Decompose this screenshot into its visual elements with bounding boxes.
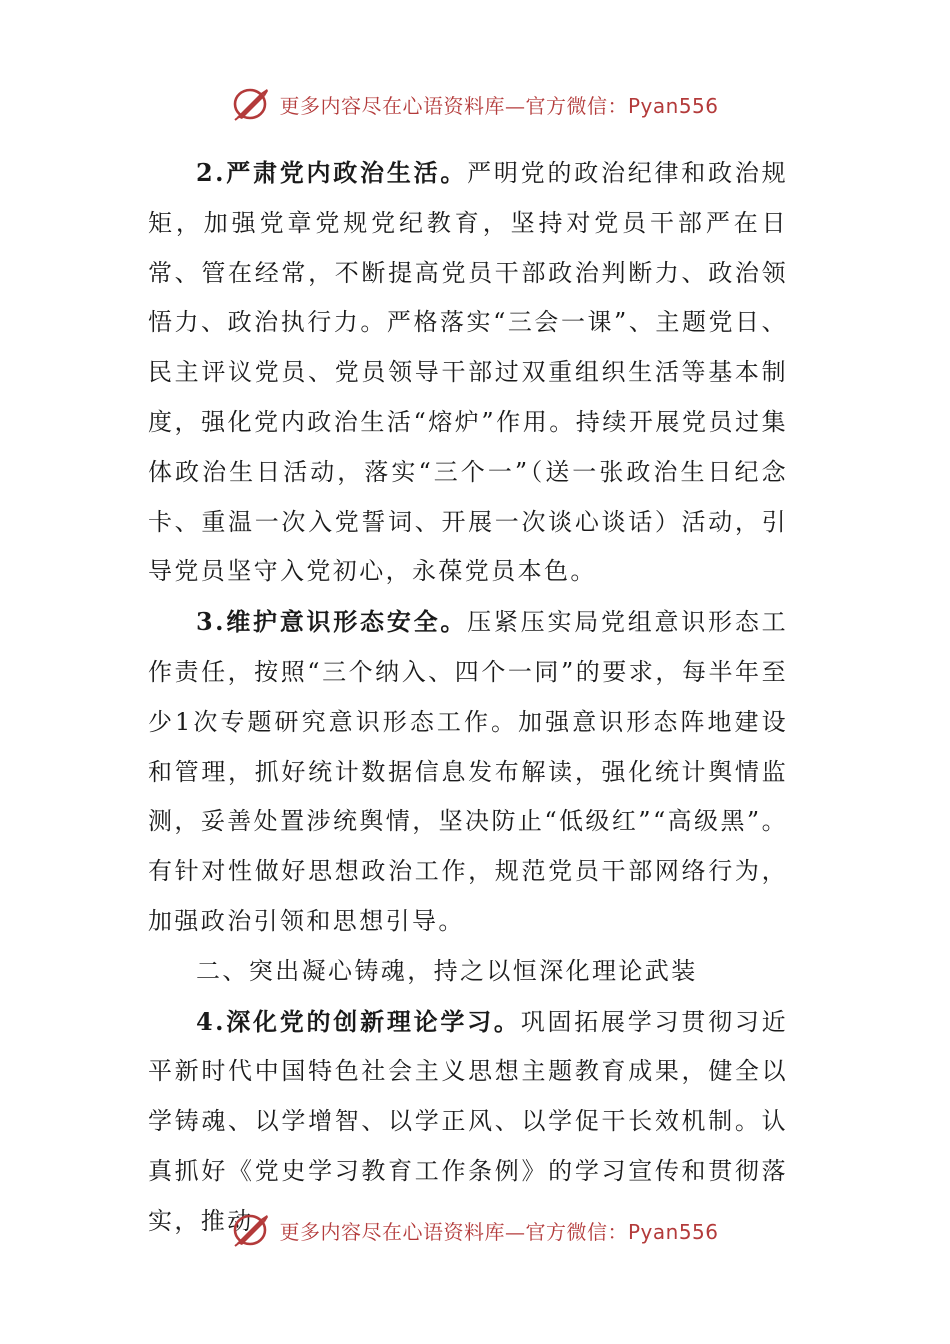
paragraph-lead: 2.严肃党内政治生活。 <box>196 158 468 187</box>
paragraph-body: 压紧压实局党组意识形态工作责任，按照“三个纳入、四个一同”的要求，每半年至少1次专题研究意识形态工作。加强意识形态阵地建设和管理，抓好统计数据信息发布解读，强化统计舆情监测，妥善处置涉统舆情，坚决防止“低级红”“高级黑”。有针对性做好思想政治工作，规范党员干部网络行为，加强政治引领和思想引导。 <box>148 608 788 935</box>
pen-circle-logo-icon <box>231 1213 271 1247</box>
watermark-content <box>231 87 718 121</box>
wechat-id: Pyan556 <box>627 1219 719 1244</box>
watermark-banner-top <box>0 84 950 124</box>
watermark-text: 更多内容尽在心语资料库—官方微信：Pyan556 <box>279 1219 719 1244</box>
paragraph-body: 严明党的政治纪律和政治规矩，加强党章党规党纪教育，坚持对党员干部严在日常、管在经常，不断提高党员干部政治判断力、政治领悟力、政治执行力。严格落实“三会一课”、主题党日、民主评议党员、党员领导干部过双重组织生活等基本制度，强化党内政治生活“熔炉”作用。持续开展党员过集体政治生日活动，落实“三个一”（送一张政治生日纪念卡、重温一次入党誓词、开展一次谈心谈话）活动，引导党员坚守入党初心，永葆党员本色。 <box>148 159 788 586</box>
section-heading: 二、突出凝心铸魂，持之以恒深化理论武装 <box>196 956 698 985</box>
paragraph-2 <box>148 148 788 597</box>
watermark-text: 更多内容尽在心语资料库—官方微信：Pyan556 <box>279 93 719 118</box>
paragraph-body: 巩固拓展学习贯彻习近平新时代中国特色社会主义思想主题教育成果，健全以学铸魂、以学增智、以学正风、以学促干长效机制。认真抓好《党史学习教育工作条例》的学习宣传和贯彻落实，推动 <box>148 1007 789 1235</box>
pen-circle-logo-icon <box>231 87 271 121</box>
watermark-banner-bottom <box>0 1210 950 1250</box>
wechat-id: Pyan556 <box>627 93 719 118</box>
paragraph-3 <box>148 597 788 947</box>
watermark-content <box>231 1213 718 1247</box>
document-body <box>148 148 788 1247</box>
paragraph-lead: 4.深化党的创新理论学习。 <box>196 1006 521 1036</box>
paragraph-lead: 3.维护意识形态安全。 <box>196 607 468 637</box>
